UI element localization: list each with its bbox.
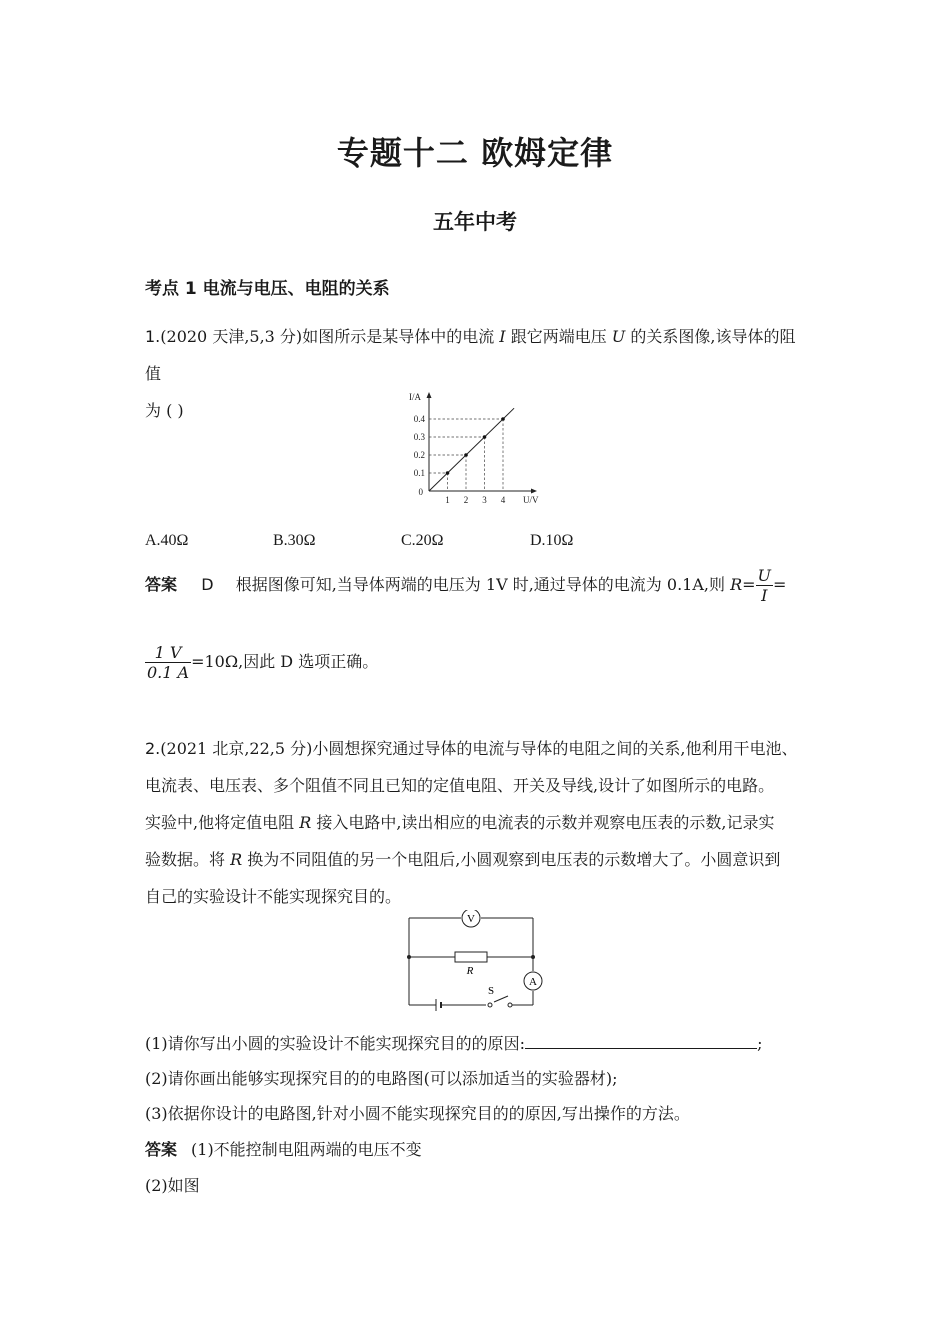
answer-label: 答案 [145,1140,178,1159]
data-point [446,471,450,475]
question-2-p1: 小圆想探究通过导体的电流与导体的电阻之间的关系,他利用干电池、 [312,739,798,758]
answer-1-text: 根据图像可知,当导体两端的电压为 1V 时,通过导体的电流为 0.1A,则 [235,575,731,594]
option-a[interactable]: A.40Ω [145,532,189,549]
option-b[interactable]: B.30Ω [273,532,316,549]
x-tick-label: 3 [482,495,487,505]
answer-1-line1 [145,566,786,605]
question-1-text-a: 如图所示是某导体中的电流 [302,327,500,346]
option-c[interactable]: C.20Ω [401,532,444,549]
answer-eq: = [773,575,787,594]
var-voltage: U [611,327,626,346]
iu-chart [395,388,555,510]
fraction-numerator: U [757,566,771,585]
resistor-icon [455,952,487,977]
question-1-text-b: 跟它两端电压 [505,327,612,346]
answer-2-line2: (2)如图 [145,1176,200,1195]
y-tick-label: 0.4 [413,414,425,424]
data-point [501,417,505,421]
battery-icon [436,999,441,1011]
resistor-label: R [466,965,474,977]
x-axis-label: U/V [523,495,539,505]
question-2-p3a: 实验中,他将定值电阻 [145,813,300,832]
x-tick-label: 4 [500,495,506,505]
answer-1-line2 [145,643,378,682]
fraction-denominator: I [761,586,768,605]
circuit-diagram [400,910,550,1012]
answer-blank[interactable] [525,1034,757,1049]
answer-2-line1 [145,1137,422,1160]
voltmeter-label: V [467,913,475,925]
sub-question-1-text: (1)请你写出小圆的实验设计不能实现探究目的的原因: [145,1034,526,1053]
sub-question-1-end: ; [757,1034,763,1053]
sub-question-2: (2)请你画出能够实现探究目的的电路图(可以添加适当的实验器材); [145,1069,618,1088]
question-1-number: 1. [145,327,161,346]
x-tick-label: 1 [445,495,450,505]
question-2-p4b: 换为不同阻值的另一个电阻后,小圆观察到电压表的示数增大了。小圆意识到 [242,850,781,869]
question-2-number: 2. [145,739,161,758]
switch-icon [488,985,512,1007]
voltmeter-icon [462,910,480,927]
option-d[interactable]: D.10Ω [530,532,574,549]
data-point [464,453,468,457]
y-axis-label: I/A [409,392,421,402]
y-axis-arrow [427,392,432,398]
answer-letter: D [201,575,214,594]
question-2-source: (2021 北京,22,5 分) [160,739,313,758]
page-title: 专题十二 欧姆定律 [336,134,614,172]
fraction-u-over-i [756,566,773,605]
x-tick-label: 2 [463,495,469,505]
page-subtitle: 五年中考 [433,210,517,234]
answer-label: 答案 [145,575,178,594]
origin-label: 0 [418,487,423,497]
question-1-text-c: 的关系图像,该导体的阻值 [145,327,796,383]
fraction-denominator: 0.1 A [147,663,190,682]
x-axis-arrow [531,489,537,494]
question-2-p3b: 接入电路中,读出相应的电流表的示数并观察电压表的示数,记录实 [311,813,775,832]
question-1-line2: 为 ( ) [145,401,184,420]
question-1-source: (2020 天津,5,3 分) [160,327,303,346]
var-resistor: R [299,813,312,832]
answer-1-tail: =10Ω,因此 D 选项正确。 [191,652,379,671]
fraction-1v-over-01a [145,643,191,682]
question-2-p5: 自己的实验设计不能实现探究目的。 [145,887,402,906]
question-2 [145,730,810,915]
junction-node [531,955,535,959]
switch-label: S [487,985,495,997]
data-point [483,435,487,439]
answer-2-part1: (1)不能控制电阻两端的电压不变 [191,1140,422,1159]
y-tick-label: 0.1 [413,468,425,478]
ammeter-icon [524,972,542,990]
y-tick-label: 0.2 [413,450,425,460]
var-current: I [499,327,506,346]
junction-node [407,955,411,959]
var-resistor: R [230,850,243,869]
ammeter-label: A [529,976,537,988]
sub-question-3: (3)依据你设计的电路图,针对小圆不能实现探究目的的原因,写出操作的方法。 [145,1104,690,1123]
section-heading: 考点 1 电流与电压、电阻的关系 [145,279,390,299]
fraction-numerator: 1 V [145,643,191,663]
sub-question-1 [145,1031,762,1054]
question-2-p2: 电流表、电压表、多个阻值不同且已知的定值电阻、开关及导线,设计了如图所示的电路。 [145,776,775,795]
question-2-p4a: 验数据。将 [145,850,231,869]
y-tick-label: 0.3 [413,432,425,442]
series-line [429,408,514,491]
answer-r-eq: R= [730,575,756,594]
